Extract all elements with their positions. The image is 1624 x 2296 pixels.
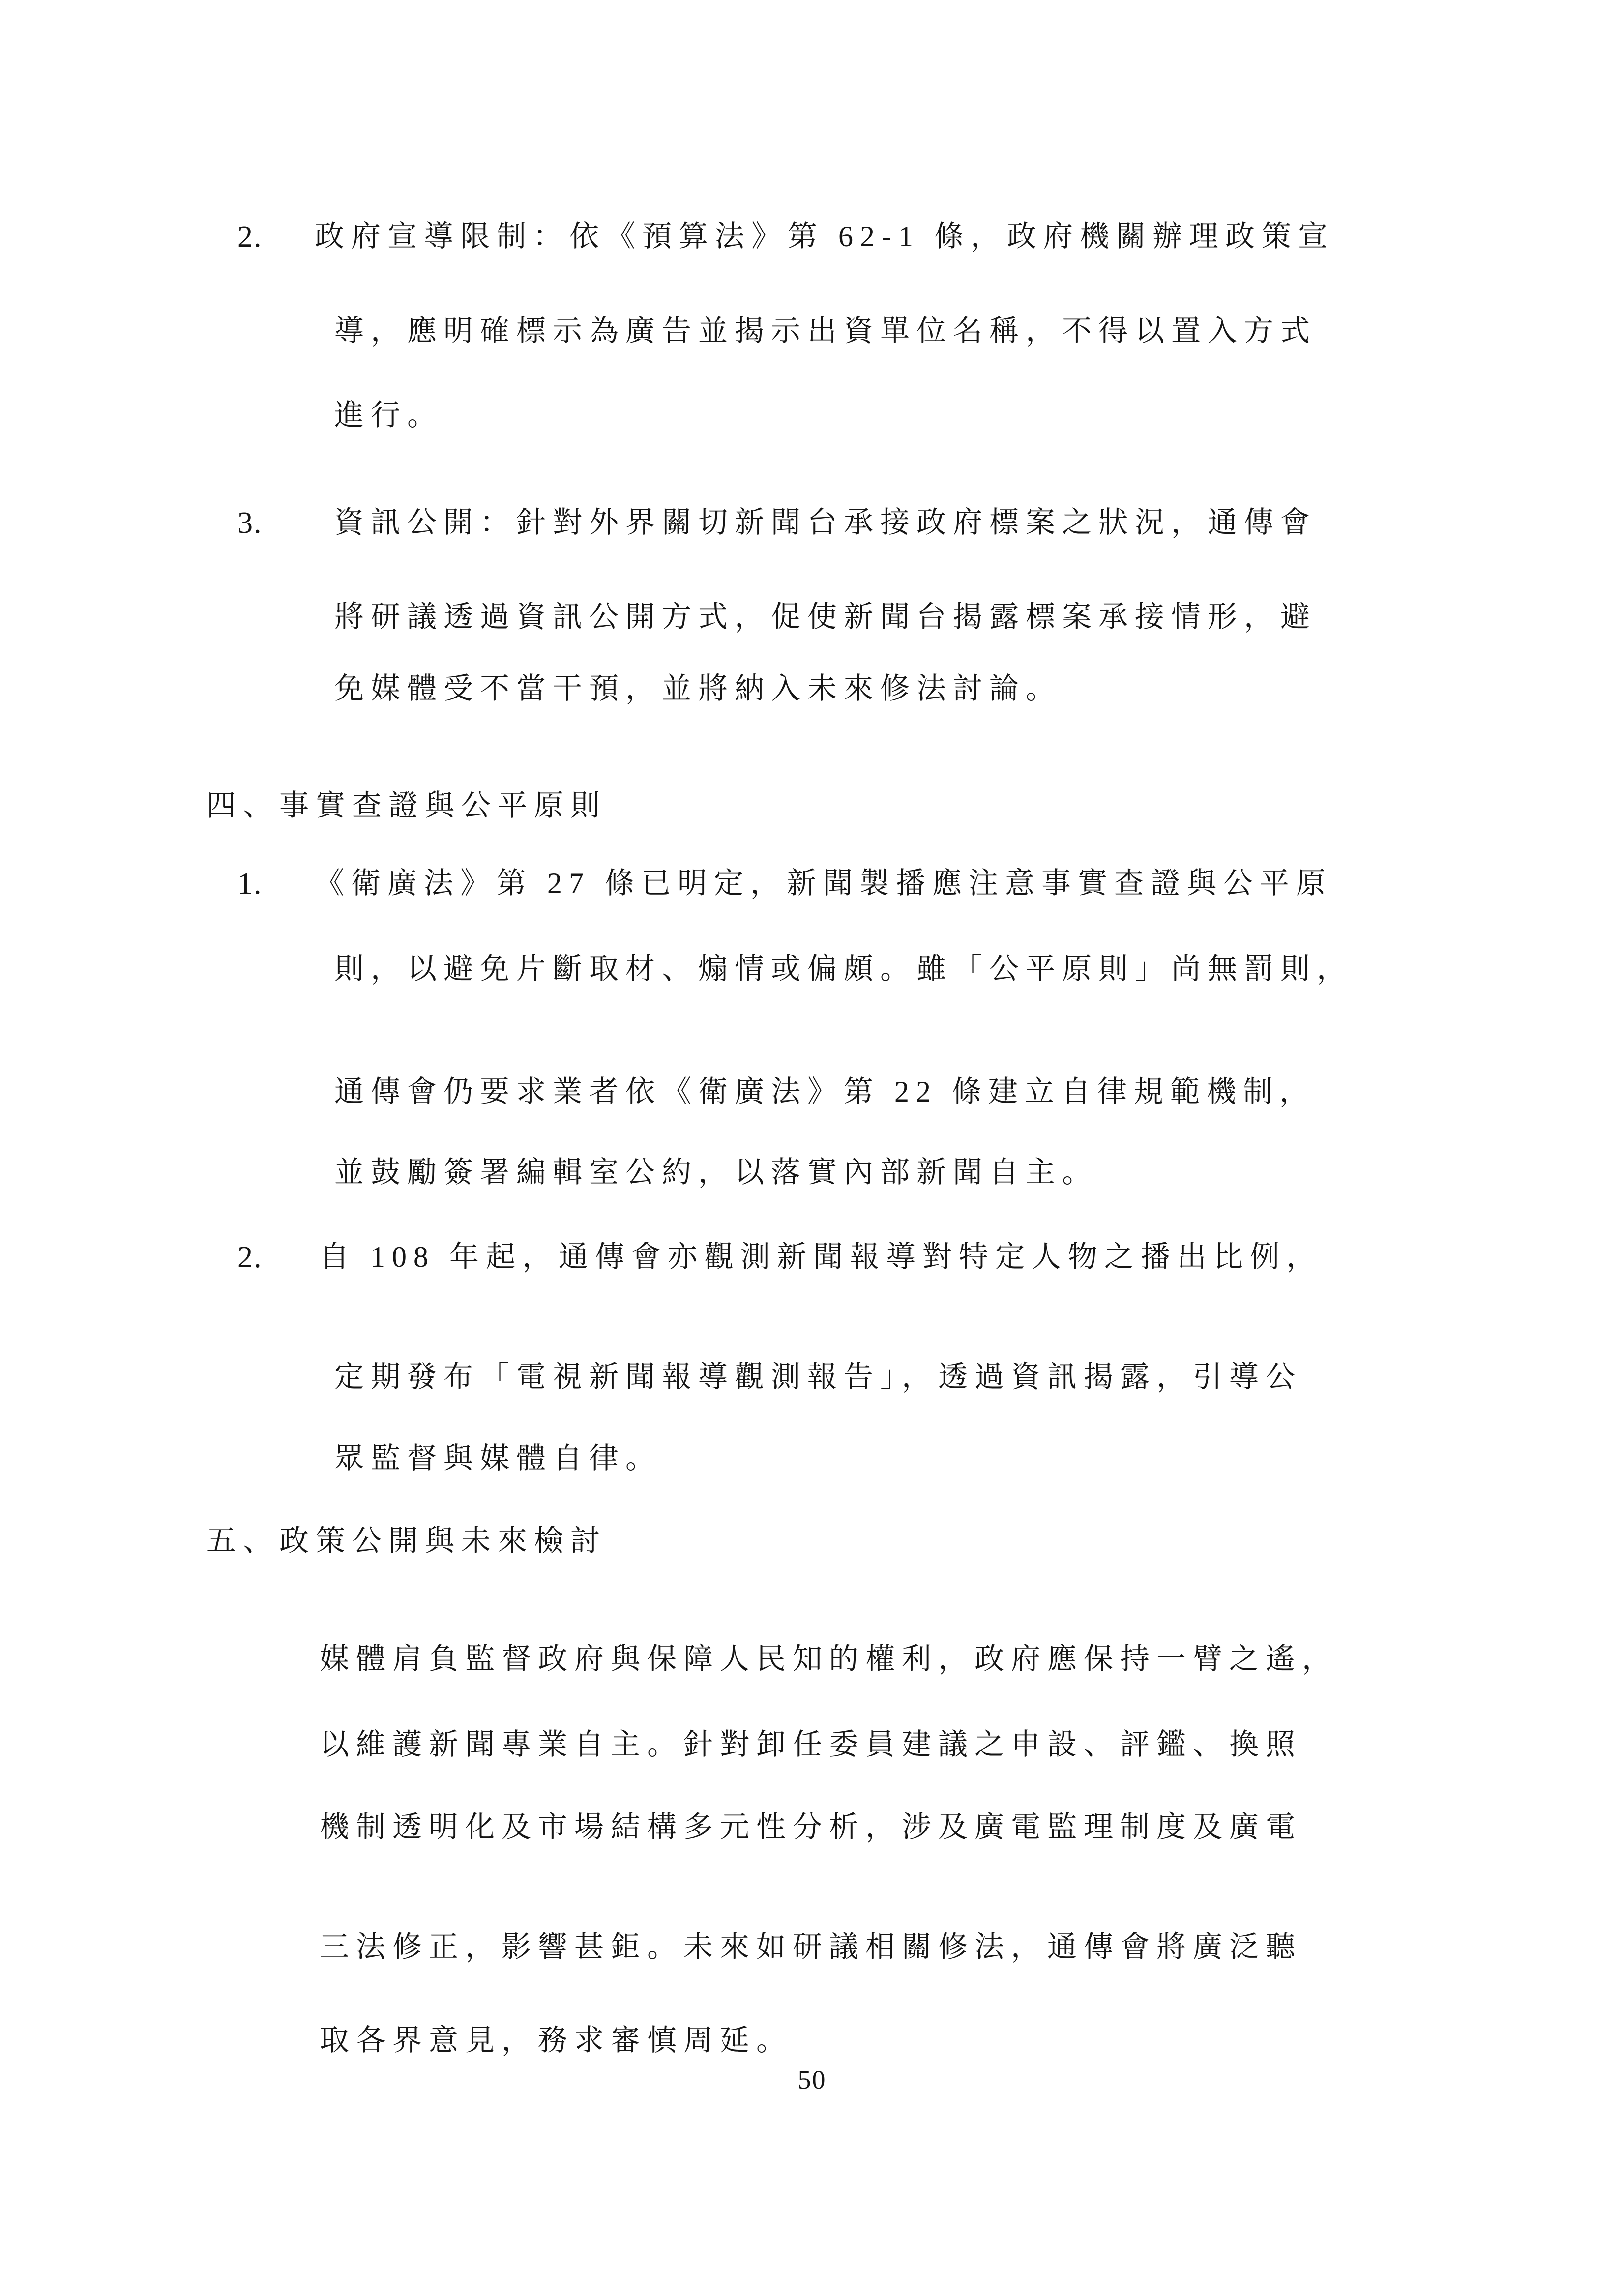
item-3-line-3: 免媒體受不當干預，並將納入未來修法討論。 xyxy=(334,672,1062,705)
item-2b-line-3: 眾監督與媒體自律。 xyxy=(334,1442,662,1475)
section-5-para-line-1: 媒體肩負監督政府與保障人民知的權利，政府應保持一臂之遙， xyxy=(320,1643,1338,1675)
section-5-para-line-2: 以維護新聞專業自主。針對卸任委員建議之申設、評鑑、換照 xyxy=(320,1728,1302,1761)
list-marker-1: 1. xyxy=(237,867,263,901)
item-1-line-4: 並鼓勵簽署編輯室公約，以落實內部新聞自主。 xyxy=(334,1156,1098,1189)
item-2b-line-2: 定期發布「電視新聞報導觀測報告」，透過資訊揭露，引導公 xyxy=(334,1361,1302,1393)
section-5-para-line-4: 三法修正，影響甚鉅。未來如研議相關修法，通傳會將廣泛聽 xyxy=(320,1931,1302,1963)
item-1-line-3: 通傳會仍要求業者依《衛廣法》第 22 條建立自律規範機制， xyxy=(334,1075,1316,1108)
section-header-5: 五、政策公開與未來檢討 xyxy=(207,1525,607,1557)
item-2-line-3: 進行。 xyxy=(334,399,443,432)
item-2-line-1: 政府宣導限制：依《預算法》第 62-1 條，政府機關辦理政策宣 xyxy=(315,220,1334,253)
section-header-4: 四、事實查證與公平原則 xyxy=(207,789,607,822)
item-3-line-2: 將研議透過資訊公開方式，促使新聞台揭露標案承接情形，避 xyxy=(334,601,1317,633)
item-3-line-1: 資訊公開：針對外界關切新聞台承接政府標案之狀況，通傳會 xyxy=(334,506,1317,539)
section-5-para-line-3: 機制透明化及市場結構多元性分析，涉及廣電監理制度及廣電 xyxy=(320,1811,1302,1843)
item-1-line-2: 則，以避免片斷取材、煽情或偏頗。雖「公平原則」尚無罰則， xyxy=(334,953,1353,985)
page-number: 50 xyxy=(797,2065,827,2094)
item-1-line-1: 《衛廣法》第 27 條已明定，新聞製播應注意事實查證與公平原 xyxy=(315,867,1332,900)
list-marker-3: 3. xyxy=(237,506,263,540)
item-2b-line-1: 自 108 年起，通傳會亦觀測新聞報導對特定人物之播出比例， xyxy=(320,1241,1323,1273)
item-2-line-2: 導，應明確標示為廣告並揭示出資單位名稱，不得以置入方式 xyxy=(334,315,1317,347)
list-marker-2b: 2. xyxy=(237,1241,263,1274)
section-5-para-line-5: 取各界意見，務求審慎周延。 xyxy=(320,2024,793,2057)
list-marker-2: 2. xyxy=(237,220,263,254)
